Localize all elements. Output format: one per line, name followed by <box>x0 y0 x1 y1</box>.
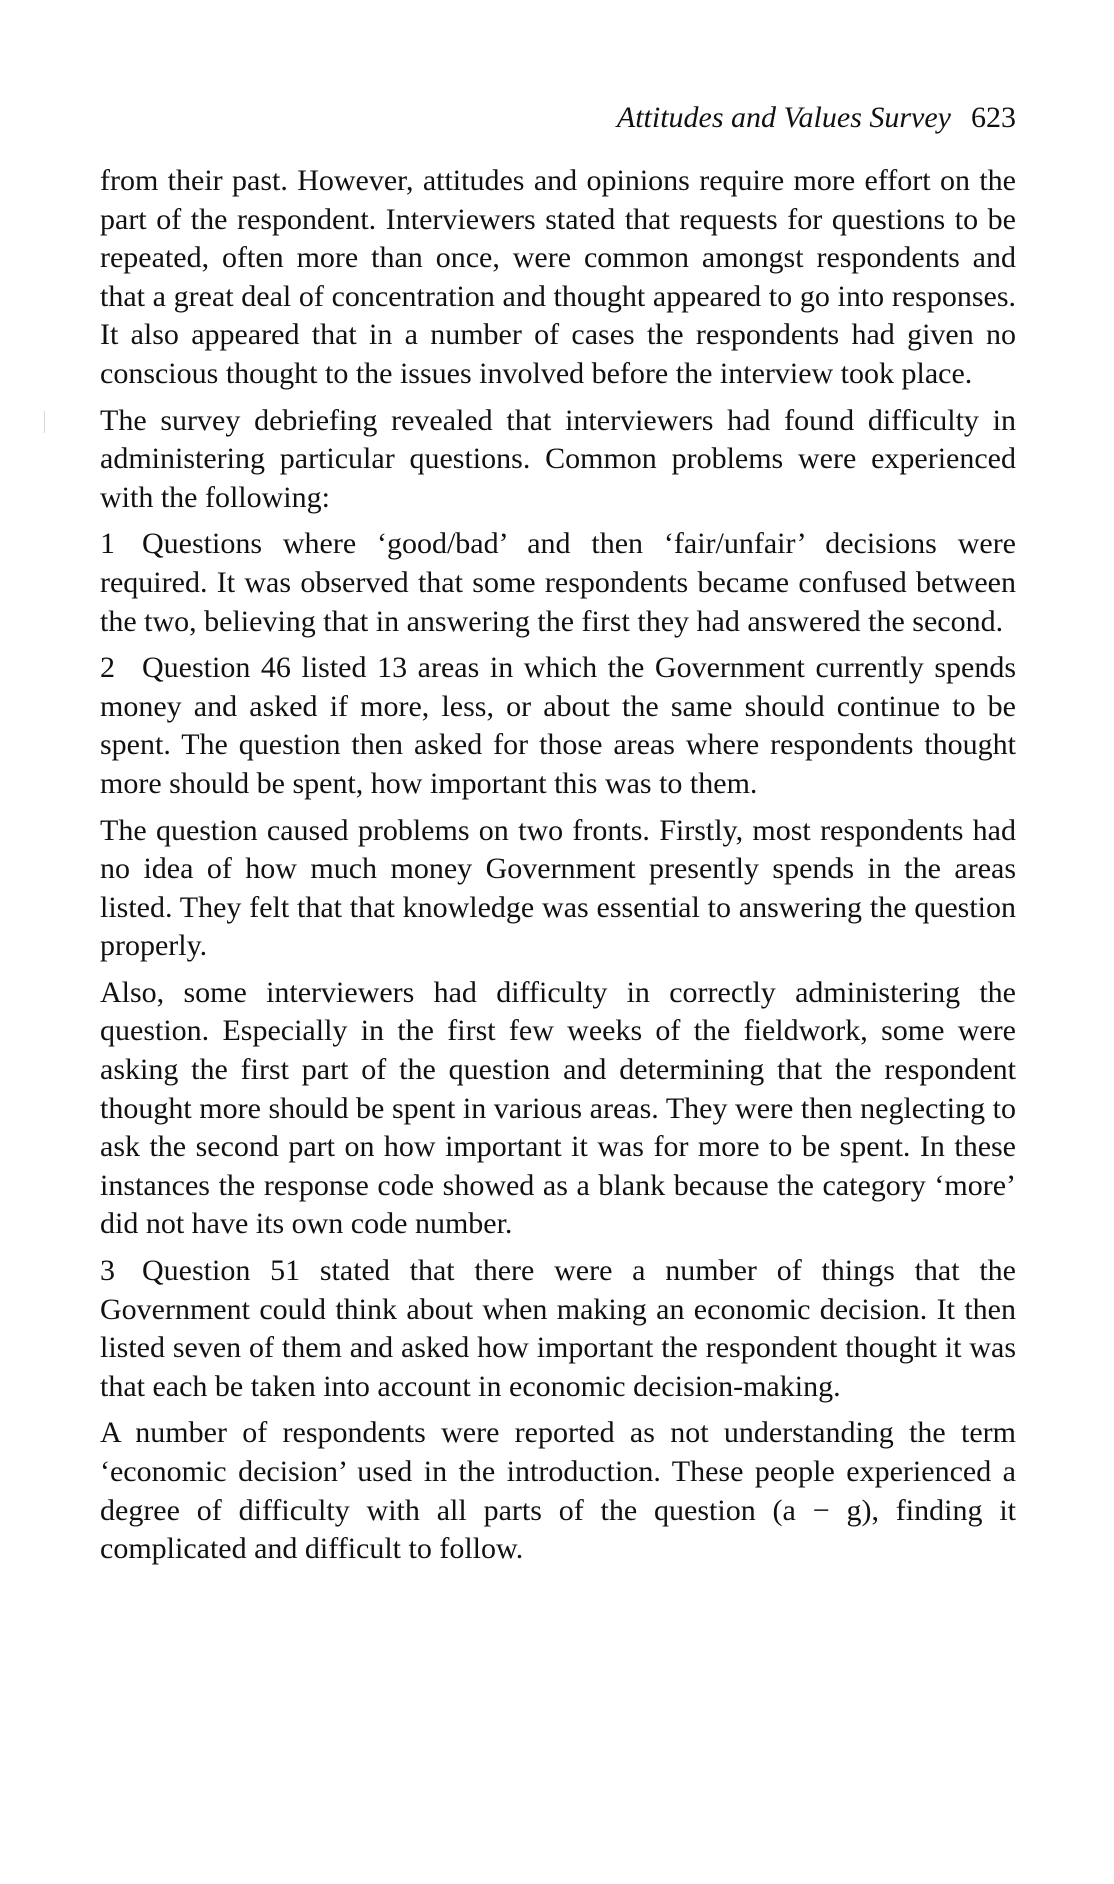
paragraph-continuation: from their past. However, attitudes and opinions require more effort on the part of the respondent. Interviewers stated that requests for questions to be repeated, often more than once, were common amongst respondents and that a great deal of concentration and thought appeared to go into responses. It also appeared that in a number of cases the respondents had given no conscious thought to the issues involved before the interview took place. <box>100 164 1016 390</box>
item-text: Questions where ‘good/bad’ and then ‘fair/unfair’ decisions were required. It was observed that some respondents became confused between the two, believing that in answering the first they had answered the second. <box>100 527 1016 638</box>
item-text: Question 51 stated that there were a number of things that the Government could think about when making an economic decision. It then listed seven of them and asked how important the respondent thought it was that each be taken into account in economic decision-making. <box>100 1254 1016 1403</box>
paragraph-debriefing: The survey debriefing revealed that interviewers had found difficulty in administering particular questions. Common problems were experienced with the following: <box>100 403 1016 514</box>
item-number: 3 <box>100 1254 115 1288</box>
body-text <box>100 162 1016 1577</box>
page-number: 623 <box>971 101 1016 134</box>
paragraph-economic-decision: A number of respondents were reported as not understanding the term ‘economic decision’ used in the introduction. These people experienced a degree of difficulty with all parts of the question (a − g), finding it complicated and difficult to follow. <box>100 1416 1016 1566</box>
paragraph-interviewers: Also, some interviewers had difficulty in correctly administering the question. Especially in the first few weeks of the fieldwork, some were asking the first part of the question and determining that the respondent thought more should be spent in various areas. They were then neglecting to ask the second part on how important it was for more to be spent. In these instances the response code showed as a blank because the category ‘more’ did not have its own code number. <box>100 975 1016 1241</box>
running-head <box>100 98 1016 138</box>
item-text: Question 46 listed 13 areas in which the Government currently spends money and asked if more, less, or about the same should continue to be spent. The question then asked for those areas where respondents thought more should be spent, how important this was to them. <box>100 651 1016 800</box>
paragraph-two-fronts: The question caused problems on two fronts. Firstly, most respondents had no idea of how much money Government presently spends in the areas listed. They felt that that knowledge was essential to answering the question properly. <box>100 813 1016 963</box>
numbered-item-3 <box>100 1252 1016 1406</box>
running-title: Attitudes and Values Survey <box>616 101 951 134</box>
item-number: 2 <box>100 651 115 685</box>
numbered-item-1 <box>100 525 1016 641</box>
margin-mark <box>44 411 45 433</box>
numbered-item-2 <box>100 649 1016 803</box>
item-number: 1 <box>100 527 115 561</box>
